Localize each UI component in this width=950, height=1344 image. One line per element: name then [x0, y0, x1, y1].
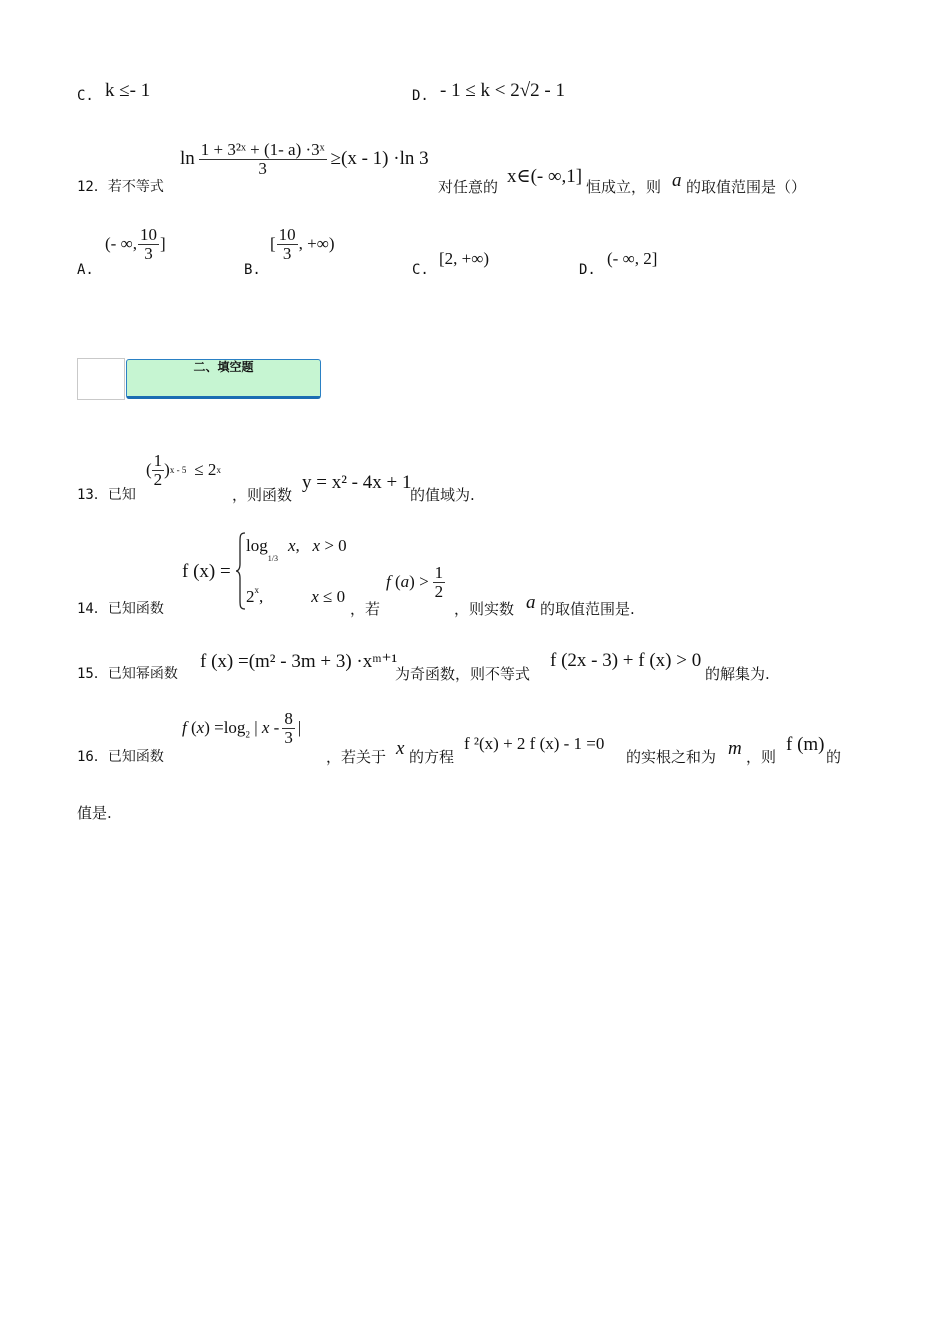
- q14-number: 14．已知函数: [77, 601, 164, 617]
- q14-var-a: a: [526, 592, 536, 613]
- q12-option-c-label: C.: [412, 262, 429, 278]
- q12-rhs: ≥(x - 1) ·ln 3: [330, 148, 429, 170]
- left-brace-icon: [236, 532, 246, 610]
- q12-tail-text: 恒成立，则: [586, 178, 662, 196]
- q12-option-c-value: [2, +∞): [439, 249, 490, 268]
- q16-fm: f (m): [786, 734, 825, 755]
- q13-number: 13．已知: [77, 487, 136, 503]
- q13-mid-text: ，则函数: [232, 486, 293, 504]
- q12-denominator: 3: [258, 158, 267, 178]
- q11-option-c-label: C.: [77, 88, 94, 104]
- q16-equation: f ²(x) + 2 f (x) - 1 =0: [464, 734, 605, 753]
- q15-number: 15．已知幂函数: [77, 666, 178, 682]
- q12-option-b-label: B.: [244, 262, 261, 278]
- q16-line2: 值是.: [77, 804, 112, 822]
- q14-condition: f (a) > $\frac{1}{2}$: [386, 563, 444, 601]
- q14-mid-text: ，若: [350, 600, 381, 618]
- q12-var-a: a: [672, 170, 682, 191]
- q12-option-a-value: (- ∞, $\frac{10}{3}$ ]: [105, 225, 166, 263]
- q16-var-x: x: [396, 738, 405, 759]
- q11-option-d-label: D.: [412, 88, 429, 104]
- q16-number: 16．已知函数: [77, 749, 164, 765]
- section-header: [77, 358, 321, 400]
- q12-ln: ln: [180, 148, 195, 170]
- section-score-box: [77, 358, 125, 400]
- q12-number: 12．若不等式: [77, 179, 164, 195]
- section-title: 二、填空题: [193, 360, 254, 374]
- q12-option-d-value: (- ∞, 2]: [607, 249, 658, 268]
- q16-text5: 的: [826, 748, 842, 766]
- q15-tail-text: 的解集为.: [705, 665, 770, 683]
- q16-text1: ，若关于: [326, 748, 387, 766]
- section-title-box: [126, 359, 321, 399]
- q14-question: 的取值范围是.: [540, 600, 635, 618]
- q13-condition: ( $\frac{1}{2}$ ) x - 5 ≤ 2 x: [146, 451, 221, 489]
- q12-option-b-value: [ $\frac{10}{3}$ , +∞): [270, 225, 335, 263]
- q12-option-d-label: D.: [579, 262, 596, 278]
- q14-case2: 2$^x$, x ≤ 0: [246, 585, 346, 606]
- q14-brace: [236, 532, 246, 610]
- q14-case1: $\log_{1/3}x$, x > 0: [246, 536, 347, 563]
- q12-mid-text: 对任意的: [438, 178, 499, 196]
- q12-domain: x∈(- ∞,1]: [507, 166, 583, 187]
- q15-function: f (x) =(m² - 3m + 3) ·xᵐ⁺¹: [200, 651, 398, 672]
- q12-fraction: [199, 141, 327, 178]
- q12-option-a-label: A.: [77, 262, 94, 278]
- q14-func-lhs: f (x) =: [182, 561, 231, 582]
- q12-question: 的取值范围是（）: [686, 178, 807, 196]
- q16-text3: 的实根之和为: [626, 748, 717, 766]
- q12-inequality: [180, 141, 429, 178]
- q16-text2: 的方程: [409, 748, 455, 766]
- q15-inequality: f (2x - 3) + f (x) > 0: [550, 650, 702, 671]
- q12-numerator: 1 + 3²ˣ + (1- a) ·3ˣ: [200, 140, 325, 159]
- q13-function: y = x² - 4x + 1: [302, 472, 412, 493]
- q16-text4: ，则: [746, 748, 777, 766]
- q14-tail-text: ，则实数: [454, 600, 515, 618]
- q16-function: f $(x) =\log_2$ | x - $\frac{8}{3}$ |: [182, 709, 302, 747]
- q13-tail-text: 的值域为.: [410, 486, 475, 504]
- q11-option-c-math: k ≤- 1: [105, 80, 151, 101]
- q11-option-d-math: - 1 ≤ k < 2√2 - 1: [440, 80, 565, 101]
- q16-var-m: m: [728, 738, 742, 759]
- q15-mid-text: 为奇函数，则不等式: [395, 665, 531, 683]
